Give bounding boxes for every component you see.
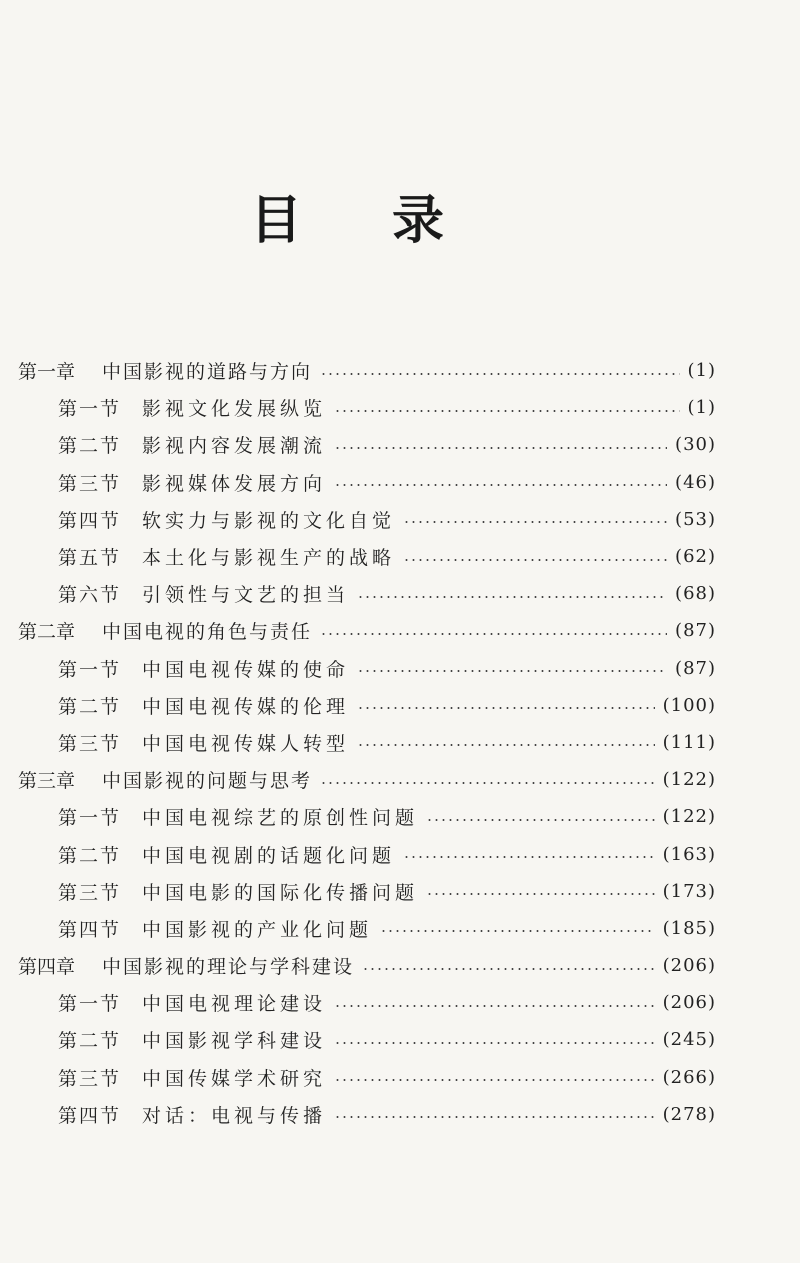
dot-leader — [334, 1116, 655, 1118]
entry-page-number: (245) — [662, 1029, 716, 1051]
toc-section-entry — [18, 835, 716, 872]
dot-leader — [334, 447, 667, 449]
toc-section-entry — [18, 650, 716, 687]
entry-number: 第四节 — [58, 509, 122, 532]
dot-leader — [334, 484, 667, 486]
entry-title: 中国电视综艺的原创性问题 — [142, 807, 419, 830]
entry-page-number: (206) — [662, 992, 716, 1014]
entry-title: 中国影视的道路与方向 — [102, 361, 313, 384]
entry-number: 第四节 — [58, 918, 122, 941]
entry-title: 软实力与影视的文化自觉 — [142, 509, 396, 532]
entry-title: 中国电视传媒的使命 — [142, 658, 350, 681]
entry-page-number: (68) — [675, 583, 716, 605]
entry-number: 第一节 — [58, 807, 122, 830]
entry-page-number: (266) — [662, 1066, 716, 1088]
entry-number: 第一节 — [58, 398, 122, 421]
dot-leader — [357, 596, 667, 598]
entry-number: 第三节 — [58, 472, 122, 495]
dot-leader — [334, 1005, 655, 1007]
entry-title: 影视媒体发展方向 — [142, 472, 327, 495]
entry-number: 第三章 — [18, 770, 76, 793]
entry-page-number: (87) — [675, 620, 716, 642]
dot-leader — [320, 373, 679, 375]
entry-page-number: (122) — [662, 806, 716, 828]
toc-chapter-entry — [18, 761, 716, 798]
entry-title: 中国电视的角色与责任 — [102, 621, 313, 644]
entry-title: 中国影视学科建设 — [142, 1030, 327, 1053]
entry-page-number: (122) — [662, 769, 716, 791]
dot-leader — [403, 521, 667, 523]
toc-section-entry — [18, 389, 716, 426]
entry-title: 中国传媒学术研究 — [142, 1067, 327, 1090]
toc-chapter-entry — [18, 352, 716, 389]
toc-section-entry — [18, 984, 716, 1021]
entry-page-number: (1) — [687, 397, 716, 419]
toc-chapter-entry — [18, 612, 716, 649]
entry-page-number: (278) — [662, 1103, 716, 1125]
entry-page-number: (30) — [675, 434, 716, 456]
entry-title: 引领性与文艺的担当 — [142, 584, 350, 607]
toc-section-entry — [18, 538, 716, 575]
page-title: 目 录 — [249, 191, 481, 251]
entry-page-number: (87) — [675, 657, 716, 679]
entry-page-number: (111) — [662, 731, 716, 753]
entry-number: 第二节 — [58, 1030, 122, 1053]
dot-leader — [334, 1079, 655, 1081]
entry-number: 第一节 — [58, 993, 122, 1016]
dot-leader — [357, 670, 667, 672]
dot-leader — [320, 782, 655, 784]
entry-title: 本土化与影视生产的战略 — [142, 547, 396, 570]
toc-section-entry — [18, 1059, 716, 1096]
entry-number: 第五节 — [58, 547, 122, 570]
entry-title: 中国影视的理论与学科建设 — [102, 956, 355, 979]
entry-number: 第二节 — [58, 435, 122, 458]
entry-page-number: (163) — [662, 843, 716, 865]
entry-title: 中国电视理论建设 — [142, 993, 327, 1016]
entry-page-number: (173) — [662, 880, 716, 902]
entry-number: 第四节 — [58, 1104, 122, 1127]
entry-page-number: (100) — [662, 694, 716, 716]
entry-title: 中国电视剧的话题化问题 — [142, 844, 396, 867]
dot-leader — [426, 819, 655, 821]
entry-number: 第二节 — [58, 844, 122, 867]
toc-section-entry — [18, 1096, 716, 1133]
dot-leader — [320, 633, 667, 635]
entry-number: 第四章 — [18, 956, 76, 979]
entry-title: 影视内容发展潮流 — [142, 435, 327, 458]
toc-section-entry — [18, 798, 716, 835]
entry-title: 中国影视的产业化问题 — [142, 918, 373, 941]
dot-leader — [357, 744, 655, 746]
entry-number: 第二节 — [58, 695, 122, 718]
entry-title: 影视文化发展纵览 — [142, 398, 327, 421]
dot-leader — [334, 1042, 655, 1044]
entry-page-number: (46) — [675, 471, 716, 493]
toc-section-entry — [18, 575, 716, 612]
entry-title: 中国影视的问题与思考 — [102, 770, 313, 793]
entry-page-number: (1) — [687, 360, 716, 382]
entry-number: 第三节 — [58, 1067, 122, 1090]
entry-number: 第三节 — [58, 732, 122, 755]
entry-page-number: (62) — [675, 546, 716, 568]
toc-section-entry — [18, 687, 716, 724]
entry-number: 第三节 — [58, 881, 122, 904]
dot-leader — [357, 707, 655, 709]
entry-title: 对话：电视与传播 — [142, 1104, 327, 1127]
entry-title: 中国电视传媒的伦理 — [142, 695, 350, 718]
toc-section-entry — [18, 873, 716, 910]
dot-leader — [403, 559, 667, 561]
entry-page-number: (185) — [662, 917, 716, 939]
dot-leader — [426, 893, 655, 895]
toc-section-entry — [18, 426, 716, 463]
toc-section-entry — [18, 1021, 716, 1058]
toc-section-entry — [18, 910, 716, 947]
entry-page-number: (53) — [675, 508, 716, 530]
entry-number: 第一章 — [18, 361, 76, 384]
toc-section-entry — [18, 464, 716, 501]
entry-page-number: (206) — [662, 955, 716, 977]
dot-leader — [362, 968, 655, 970]
entry-number: 第一节 — [58, 658, 122, 681]
dot-leader — [380, 930, 655, 932]
toc-chapter-entry — [18, 947, 716, 984]
entry-title: 中国电视传媒人转型 — [142, 732, 350, 755]
entry-number: 第二章 — [18, 621, 76, 644]
entry-number: 第六节 — [58, 584, 122, 607]
table-of-contents — [18, 352, 716, 1133]
entry-title: 中国电影的国际化传播问题 — [142, 881, 419, 904]
dot-leader — [403, 856, 655, 858]
toc-section-entry — [18, 501, 716, 538]
dot-leader — [334, 410, 679, 412]
toc-section-entry — [18, 724, 716, 761]
